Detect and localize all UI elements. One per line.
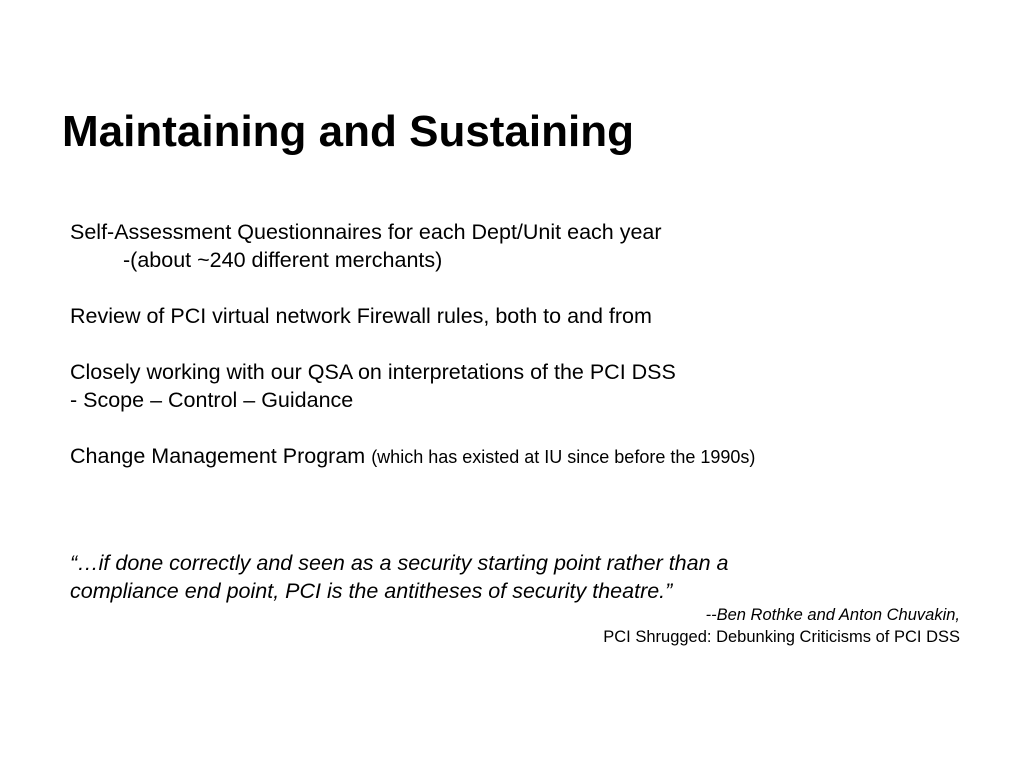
spacer xyxy=(70,330,970,358)
change-management-label: Change Management Program xyxy=(70,444,366,468)
quote-source: PCI Shrugged: Debunking Criticisms of PCI DSS xyxy=(603,628,960,646)
saq-subitem: -(about ~240 different merchants) xyxy=(123,248,443,272)
quote-line-1: “…if done correctly and seen as a security starting point rather than a xyxy=(70,551,729,575)
slide-body xyxy=(70,218,970,471)
spacer xyxy=(70,414,970,442)
saq-item: Self-Assessment Questionnaires for each Dept/Unit each year xyxy=(70,220,662,244)
spacer xyxy=(70,274,970,302)
slide-title: Maintaining and Sustaining xyxy=(62,107,634,156)
firewall-item: Review of PCI virtual network Firewall rules, both to and from xyxy=(70,304,652,328)
change-management-note: (which has existed at IU since before the 1990s) xyxy=(371,447,756,467)
qsa-subitem: - Scope – Control – Guidance xyxy=(70,388,354,412)
quote-author: --Ben Rothke and Anton Chuvakin, xyxy=(705,606,960,624)
qsa-item: Closely working with our QSA on interpretations of the PCI DSS xyxy=(70,360,676,384)
quote xyxy=(70,549,960,605)
change-management-item xyxy=(70,442,970,471)
quote-attribution xyxy=(603,604,960,648)
quote-line-2: compliance end point, PCI is the antitheses of security theatre.” xyxy=(70,579,673,603)
